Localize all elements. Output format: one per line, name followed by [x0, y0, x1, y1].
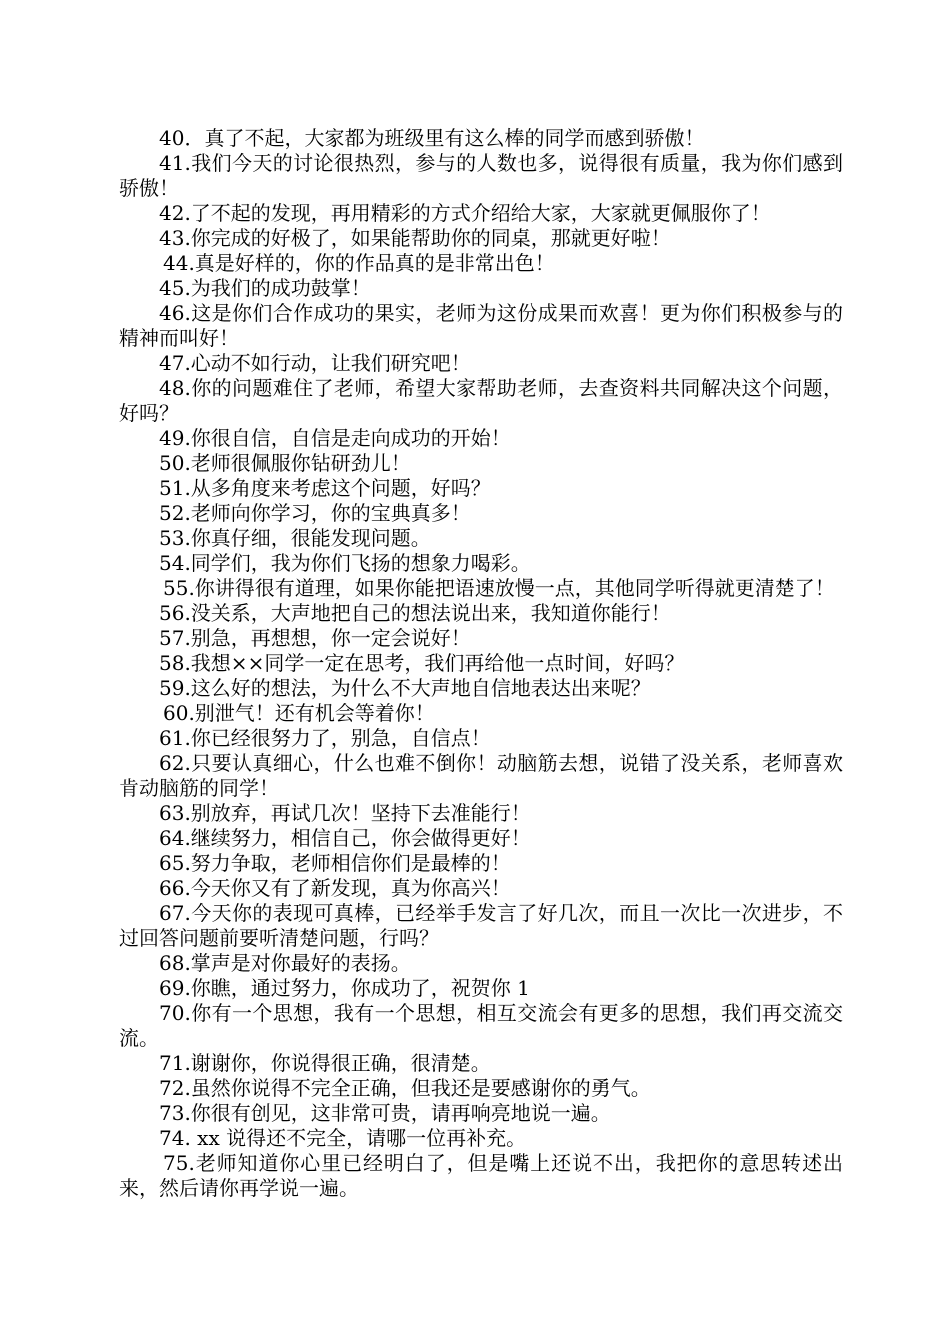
list-item: 75.老师知道你心里已经明白了，但是嘴上还说不出，我把你的意思转述出来，然后请你再学说一遍。	[119, 1151, 843, 1200]
list-item: 50.老师很佩服你钻研劲儿！	[159, 451, 411, 475]
list-item: 67.今天你的表现可真棒，已经举手发言了好几次，而且一次比一次进步，不过回答问题前要听清楚问题，行吗？	[119, 901, 843, 950]
list-item: 69.你瞧，通过努力，你成功了，祝贺你 1	[159, 976, 530, 1000]
list-item: 46.这是你们合作成功的果实，老师为这份成果而欢喜！更为你们积极参与的精神而叫好！	[119, 301, 843, 350]
list-item: 64.继续努力，相信自己，你会做得更好！	[159, 826, 531, 850]
list-item: 59.这么好的想法，为什么不大声地自信地表达出来呢？	[159, 676, 651, 700]
list-item: 66.今天你又有了新发现，真为你高兴！	[159, 876, 511, 900]
list-item: 61.你已经很努力了，别急，自信点！	[159, 726, 491, 750]
list-item: 72.虽然你说得不完全正确，但我还是要感谢你的勇气。	[159, 1076, 651, 1100]
list-item: 54.同学们，我为你们飞扬的想象力喝彩。	[159, 551, 531, 575]
list-item: 43.你完成的好极了，如果能帮助你的同桌，那就更好啦！	[159, 226, 671, 250]
document-body	[119, 126, 843, 1201]
list-item: 56.没关系，大声地把自己的想法说出来，我知道你能行！	[159, 601, 671, 625]
list-item: 41.我们今天的讨论很热烈，参与的人数也多，说得很有质量，我为你们感到骄傲！	[119, 151, 843, 200]
list-item: 45.为我们的成功鼓掌！	[159, 276, 371, 300]
list-item: 49.你很自信，自信是走向成功的开始！	[159, 426, 511, 450]
list-item: 51.从多角度来考虑这个问题，好吗？	[159, 476, 491, 500]
list-item: 63.别放弃，再试几次！坚持下去准能行！	[159, 801, 531, 825]
list-item: 70.你有一个思想，我有一个思想，相互交流会有更多的思想，我们再交流交流。	[119, 1001, 843, 1050]
list-item: 58.我想××同学一定在思考，我们再给他一点时间，好吗？	[159, 651, 685, 675]
list-item: 60.别泄气！还有机会等着你！	[163, 701, 435, 725]
list-item: 55.你讲得很有道理，如果你能把语速放慢一点，其他同学听得就更清楚了！	[163, 576, 835, 600]
list-item: 74. xx 说得还不完全，请哪一位再补充。	[159, 1126, 527, 1150]
list-item: 57.别急，再想想，你一定会说好！	[159, 626, 471, 650]
list-item: 47.心动不如行动，让我们研究吧！	[159, 351, 471, 375]
list-item: 71.谢谢你，你说得很正确，很清楚。	[159, 1051, 491, 1075]
list-item: 52.老师向你学习，你的宝典真多！	[159, 501, 471, 525]
list-item: 73.你很有创见，这非常可贵，请再响亮地说一遍。	[159, 1101, 611, 1125]
list-item: 62.只要认真细心，什么也难不倒你！动脑筋去想，说错了没关系，老师喜欢肯动脑筋的同学！	[119, 751, 843, 800]
list-item: 48.你的问题难住了老师，希望大家帮助老师，去查资料共同解决这个问题，好吗？	[119, 376, 843, 425]
list-item: 53.你真仔细，很能发现问题。	[159, 526, 431, 550]
list-item: 40．真了不起，大家都为班级里有这么棒的同学而感到骄傲！	[159, 126, 705, 150]
list-item: 65.努力争取，老师相信你们是最棒的！	[159, 851, 511, 875]
list-item: 42.了不起的发现，再用精彩的方式介绍给大家，大家就更佩服你了！	[159, 201, 771, 225]
list-item: 68.掌声是对你最好的表扬。	[159, 951, 411, 975]
list-item: 44.真是好样的，你的作品真的是非常出色！	[163, 251, 555, 275]
